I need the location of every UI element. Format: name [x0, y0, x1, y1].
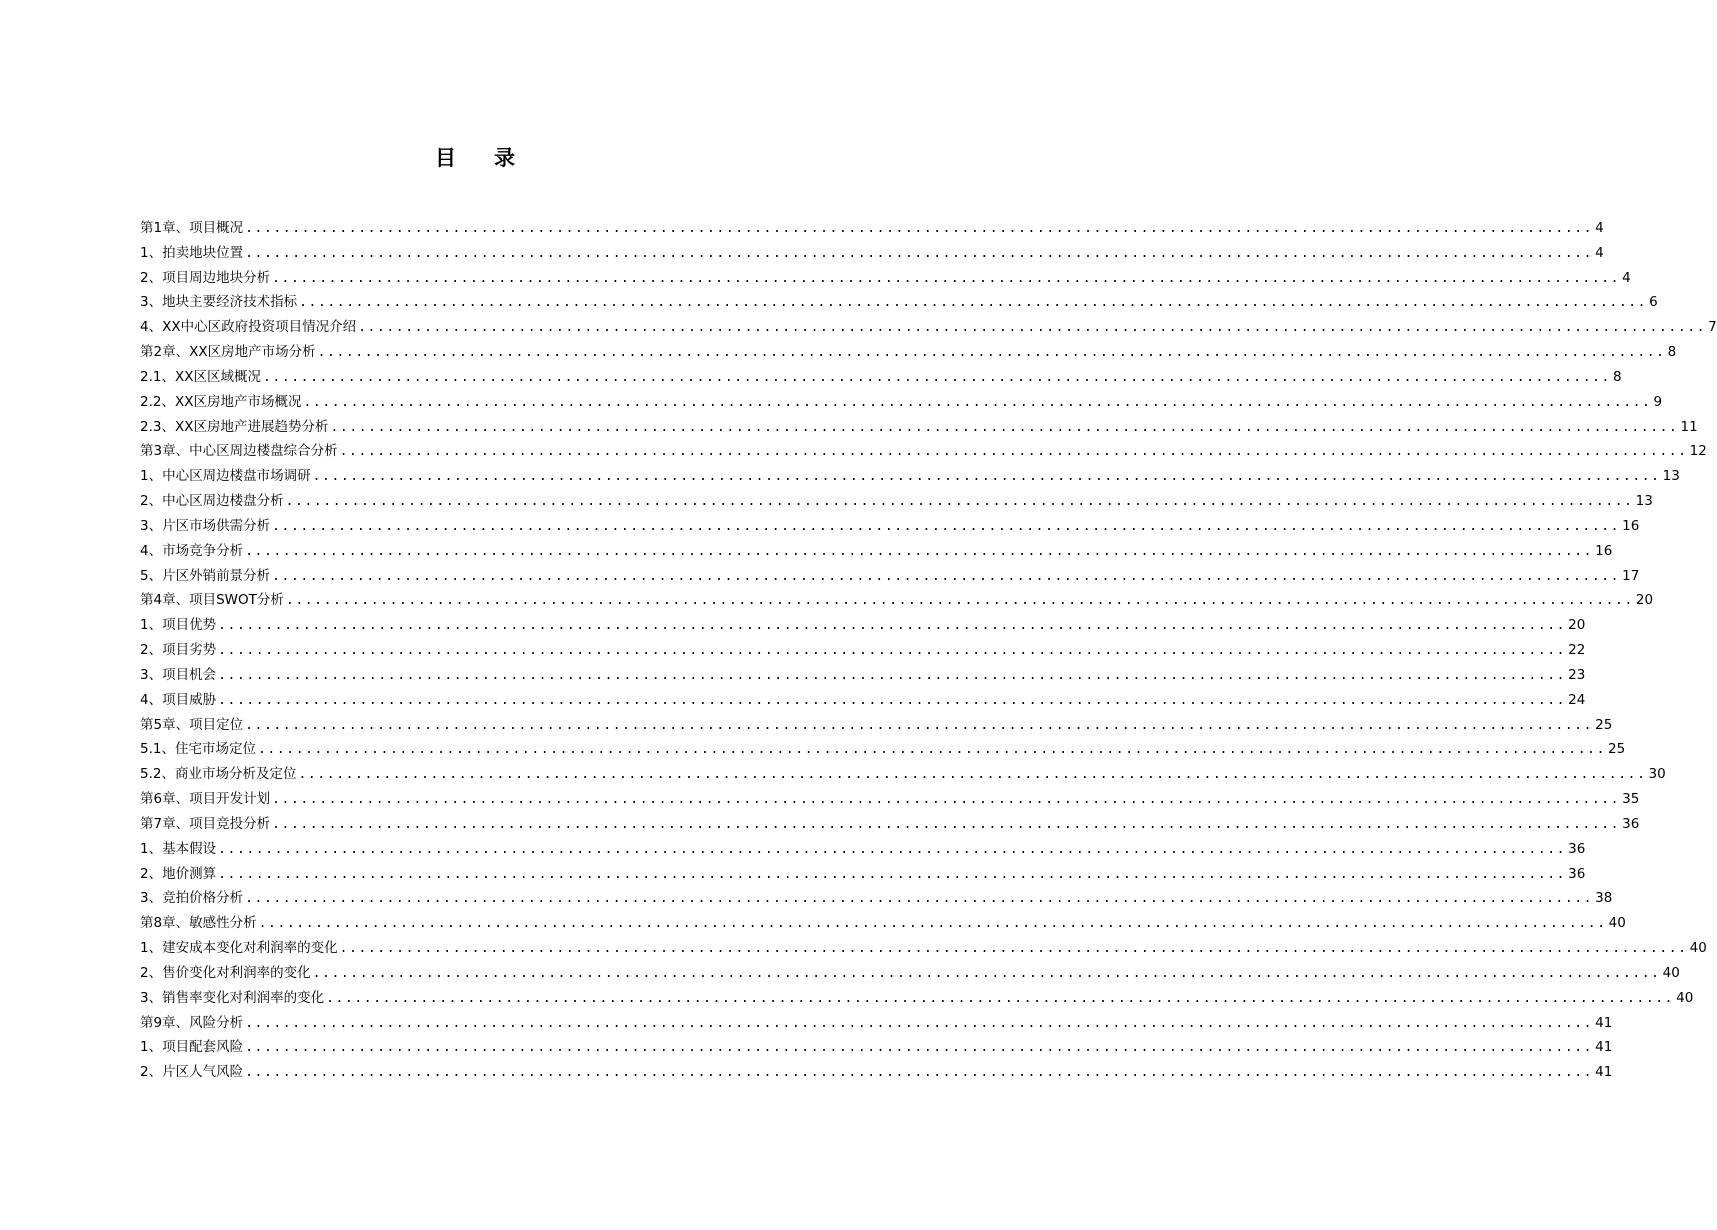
toc-entry-page: 20: [1568, 617, 1586, 634]
toc-entry-label: 3、地块主要经济技术指标: [140, 294, 298, 311]
toc-entry[interactable]: [140, 1011, 1613, 1036]
toc-leader-dots: ...............................................................................................................................................: [257, 742, 1606, 758]
toc-entry-page: 13: [1662, 468, 1680, 485]
toc-entry-label: 5.1、住宅市场定位: [140, 741, 256, 758]
toc-entry-page: 22: [1568, 642, 1586, 659]
toc-leader-dots: ...............................................................................................................................................: [330, 419, 1679, 435]
toc-entry-page: 17: [1622, 567, 1640, 584]
toc-entry-page: 41: [1595, 1064, 1613, 1081]
toc-entry[interactable]: [140, 688, 1586, 713]
toc-leader-dots: ...............................................................................................................................................: [218, 643, 1567, 659]
toc-entry[interactable]: [140, 539, 1613, 564]
toc-leader-dots: ...............................................................................................................................................: [303, 394, 1652, 410]
toc-entry[interactable]: [140, 961, 1680, 986]
toc-leader-dots: ...............................................................................................................................................: [245, 1015, 1594, 1031]
toc-leader-dots: ...............................................................................................................................................: [245, 221, 1594, 236]
toc-leader-dots: ...............................................................................................................................................: [245, 543, 1594, 559]
toc-entry-page: 40: [1676, 989, 1694, 1006]
toc-entry-page: 16: [1622, 517, 1640, 534]
toc-entry-page: 36: [1622, 815, 1640, 832]
toc-entry-label: 4、市场竞争分析: [140, 542, 244, 559]
toc-entry-label: 第3章、中心区周边楼盘综合分析: [140, 443, 338, 460]
toc-entry-label: 第8章、敏感性分析: [140, 915, 257, 932]
toc-entry[interactable]: [140, 886, 1613, 911]
toc-entry-label: 2、地价测算: [140, 865, 217, 882]
toc-leader-dots: ...............................................................................................................................................: [218, 692, 1567, 708]
toc-entry[interactable]: [140, 862, 1586, 887]
toc-entry-page: 36: [1568, 865, 1586, 882]
toc-entry[interactable]: [140, 489, 1653, 514]
toc-entry-label: 第7章、项目竞投分析: [140, 815, 271, 832]
toc-leader-dots: ...............................................................................................................................................: [358, 320, 1707, 336]
toc-entry-label: 4、XX中心区政府投资项目情况介绍: [140, 319, 357, 336]
toc-entry[interactable]: [140, 713, 1613, 738]
toc-entry-page: 40: [1662, 964, 1680, 981]
toc-entry-label: 第5章、项目定位: [140, 716, 244, 733]
toc-title: 目录: [435, 146, 553, 170]
toc-entry[interactable]: [140, 638, 1586, 663]
toc-entry-label: 3、片区市场供需分析: [140, 517, 271, 534]
toc-leader-dots: ...............................................................................................................................................: [285, 593, 1634, 609]
toc-entry-page: 16: [1595, 542, 1613, 559]
toc-entry-label: 5、片区外销前景分析: [140, 567, 271, 584]
toc-entry-page: 40: [1608, 915, 1626, 932]
toc-leader-dots: ...............................................................................................................................................: [299, 295, 1648, 311]
toc-entry[interactable]: [140, 911, 1626, 936]
toc-leader-dots: ...............................................................................................................................................: [339, 444, 1688, 460]
toc-entry-page: 13: [1635, 493, 1653, 510]
toc-entry-label: 2、片区人气风险: [140, 1064, 244, 1081]
toc-list: [140, 216, 1717, 1085]
toc-leader-dots: ...............................................................................................................................................: [272, 568, 1621, 584]
toc-entry[interactable]: [140, 787, 1640, 812]
toc-entry-label: 3、竞拍价格分析: [140, 890, 244, 907]
toc-leader-dots: ...............................................................................................................................................: [317, 345, 1666, 361]
toc-entry-page: 23: [1568, 666, 1586, 683]
toc-leader-dots: ...............................................................................................................................................: [245, 891, 1594, 907]
toc-entry[interactable]: [140, 365, 1622, 390]
toc-entry-label: 3、项目机会: [140, 666, 217, 683]
toc-entry-label: 3、销售率变化对利润率的变化: [140, 989, 325, 1006]
toc-leader-dots: ...............................................................................................................................................: [339, 941, 1688, 957]
toc-entry-page: 24: [1568, 691, 1586, 708]
toc-leader-dots: ...............................................................................................................................................: [272, 816, 1621, 832]
toc-leader-dots: ...............................................................................................................................................: [262, 369, 1611, 385]
toc-leader-dots: ...............................................................................................................................................: [218, 667, 1567, 683]
toc-entry[interactable]: [140, 1060, 1613, 1085]
toc-leader-dots: ...............................................................................................................................................: [218, 866, 1567, 882]
toc-entry[interactable]: [140, 241, 1604, 266]
toc-entry-page: 8: [1667, 344, 1677, 361]
toc-entry-label: 1、中心区周边楼盘市场调研: [140, 468, 311, 485]
toc-entry[interactable]: [140, 216, 1604, 241]
toc-entry[interactable]: [140, 564, 1640, 589]
toc-entry-page: 6: [1649, 294, 1658, 311]
toc-entry-page: 35: [1622, 791, 1640, 808]
toc-entry-label: 2、项目劣势: [140, 642, 217, 659]
toc-entry[interactable]: [140, 663, 1586, 688]
toc-entry[interactable]: [140, 762, 1666, 787]
toc-leader-dots: ...............................................................................................................................................: [258, 916, 1607, 932]
toc-entry-page: 11: [1680, 418, 1698, 435]
toc-entry-page: 25: [1608, 741, 1626, 758]
toc-leader-dots: ...............................................................................................................................................: [245, 1040, 1594, 1056]
toc-entry-label: 4、项目威胁: [140, 691, 217, 708]
toc-leader-dots: ...............................................................................................................................................: [272, 518, 1621, 534]
toc-entry-label: 2、售价变化对利润率的变化: [140, 964, 311, 981]
toc-leader-dots: ...............................................................................................................................................: [245, 245, 1594, 261]
toc-entry-page: 7: [1708, 319, 1717, 336]
toc-entry-page: 40: [1689, 940, 1707, 957]
toc-entry[interactable]: [140, 613, 1586, 638]
toc-entry-page: 30: [1648, 766, 1666, 783]
toc-entry-label: 第1章、项目概况: [140, 220, 244, 236]
toc-leader-dots: ...............................................................................................................................................: [312, 469, 1661, 485]
toc-entry-label: 2.1、XX区区域概况: [140, 368, 261, 385]
toc-entry[interactable]: [140, 266, 1631, 291]
toc-entry-label: 2.2、XX区房地产市场概况: [140, 393, 302, 410]
toc-entry[interactable]: [140, 737, 1626, 762]
toc-entry[interactable]: [140, 315, 1717, 340]
toc-entry[interactable]: [140, 812, 1640, 837]
toc-entry-page: 41: [1595, 1014, 1613, 1031]
toc-entry[interactable]: [140, 837, 1586, 862]
toc-entry[interactable]: [140, 986, 1694, 1011]
toc-entry-label: 2.3、XX区房地产进展趋势分析: [140, 418, 329, 435]
toc-entry-page: 36: [1568, 840, 1586, 857]
toc-entry[interactable]: [140, 936, 1707, 961]
toc-entry[interactable]: [140, 290, 1658, 315]
toc-entry-label: 1、项目配套风险: [140, 1039, 244, 1056]
toc-leader-dots: ...............................................................................................................................................: [326, 990, 1675, 1006]
toc-entry-page: 4: [1595, 244, 1604, 261]
toc-entry[interactable]: [140, 340, 1677, 365]
toc-entry-page: 25: [1595, 716, 1613, 733]
toc-entry-label: 2、中心区周边楼盘分析: [140, 493, 284, 510]
toc-entry[interactable]: [140, 464, 1680, 489]
toc-entry-page: 4: [1622, 269, 1631, 286]
toc-entry-label: 1、拍卖地块位置: [140, 244, 244, 261]
toc-leader-dots: ...............................................................................................................................................: [298, 767, 1647, 783]
toc-entry-page: 8: [1612, 368, 1622, 385]
toc-leader-dots: ...............................................................................................................................................: [272, 270, 1621, 286]
toc-entry-label: 第9章、风险分析: [140, 1014, 244, 1031]
toc-entry-label: 第6章、项目开发计划: [140, 791, 271, 808]
toc-entry[interactable]: [140, 1035, 1613, 1060]
toc-leader-dots: ...............................................................................................................................................: [218, 618, 1567, 634]
toc-leader-dots: ...............................................................................................................................................: [272, 792, 1621, 808]
toc-entry-page: 12: [1689, 443, 1707, 460]
toc-entry[interactable]: [140, 415, 1698, 440]
toc-entry-label: 1、基本假设: [140, 840, 217, 857]
toc-leader-dots: ...............................................................................................................................................: [218, 841, 1567, 857]
toc-leader-dots: ...............................................................................................................................................: [245, 1065, 1594, 1081]
toc-entry-label: 第2章、XX区房地产市场分析: [140, 344, 316, 361]
toc-leader-dots: ...............................................................................................................................................: [285, 494, 1634, 510]
toc-entry[interactable]: [140, 390, 1663, 415]
toc-entry-label: 5.2、商业市场分析及定位: [140, 766, 297, 783]
toc-entry-label: 1、项目优势: [140, 617, 217, 634]
toc-leader-dots: ...............................................................................................................................................: [312, 965, 1661, 981]
toc-entry-page: 9: [1653, 393, 1663, 410]
toc-entry-page: 4: [1595, 220, 1604, 236]
toc-entry-page: 38: [1595, 890, 1613, 907]
toc-entry-page: 20: [1635, 592, 1654, 609]
toc-entry-page: 41: [1595, 1039, 1613, 1056]
toc-entry-label: 第4章、项目SWOT分析: [140, 592, 284, 609]
toc-entry[interactable]: [140, 588, 1654, 613]
toc-entry-label: 1、建安成本变化对利润率的变化: [140, 940, 338, 957]
toc-entry[interactable]: [140, 514, 1640, 539]
toc-entry-label: 2、项目周边地块分析: [140, 269, 271, 286]
toc-entry[interactable]: [140, 439, 1707, 464]
toc-leader-dots: ...............................................................................................................................................: [245, 717, 1594, 733]
